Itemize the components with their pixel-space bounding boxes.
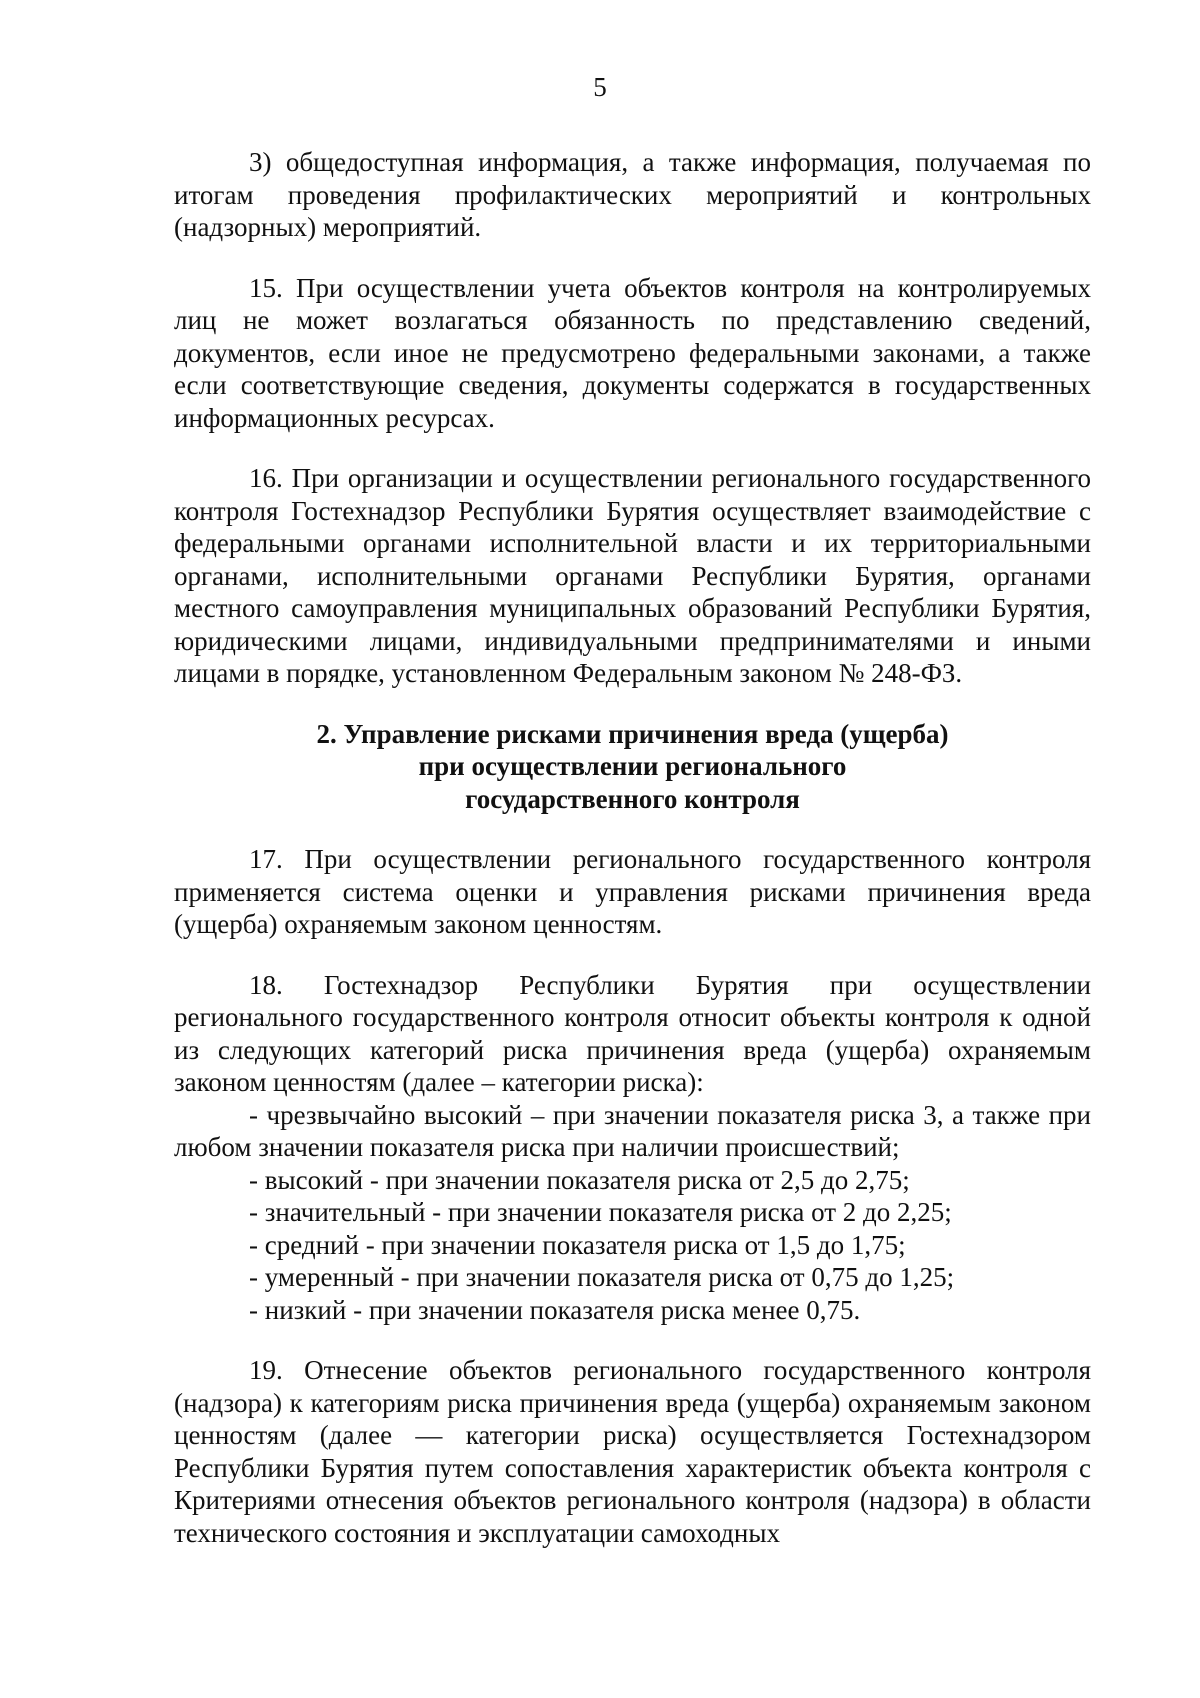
risk-item-extremely-high: - чрезвычайно высокий – при значении показателя риска 3, а также при любом значении показателя риска при наличии происшествий;	[174, 1099, 1091, 1162]
section-heading	[174, 718, 1091, 816]
document-body	[174, 146, 1091, 1549]
paragraph-15: 15. При осуществлении учета объектов контроля на контролируемых лиц не может возлагаться обязанность по представлению сведений, документов, если иное не предусмотрено федеральными законами, а также если соответствующие сведения, документы содержатся в государственных информационных ресурсах.	[174, 272, 1091, 433]
paragraph-19: 19. Отнесение объектов регионального государственного контроля (надзора) к категориям риска причинения вреда (ущерба) охраняемым законом ценностям (далее — категории риска) осуществляется Гостехнадзором Республики Бурятия путем сопоставления характеристик объекта контроля с Критериями отнесения объектов регионального контроля (надзора) в области технического состояния и эксплуатации самоходных	[174, 1355, 1091, 1548]
section-heading-line-3: государственного контроля	[465, 783, 800, 814]
paragraph-16: 16. При организации и осуществлении регионального государственного контроля Гостехнадзор Республики Бурятия осуществляет взаимодействие с федеральными органами исполнительной власти и их территориальными органами, исполнительными органами Республики Бурятия, органами местного самоуправления муниципальных образований Республики Бурятия, юридическими лицами, индивидуальными предпринимателями и иными лицами в порядке, установленном Федеральным законом № 248-ФЗ.	[174, 463, 1091, 688]
paragraph-item-3: 3) общедоступная информация, а также информация, получаемая по итогам проведения профилактических мероприятий и контрольных (надзорных) мероприятий.	[174, 147, 1091, 242]
risk-item-high: - высокий - при значении показателя риска от 2,5 до 2,75;	[249, 1164, 910, 1195]
risk-category-list	[174, 1099, 1091, 1327]
section-heading-line-2: при осуществлении регионального	[418, 751, 847, 781]
risk-item-significant: - значительный - при значении показателя риска от 2 до 2,25;	[249, 1197, 952, 1227]
risk-item-moderate: - умеренный - при значении показателя риска от 0,75 до 1,25;	[249, 1262, 955, 1292]
section-heading-line-1: 2. Управление рисками причинения вреда (ущерба)	[316, 718, 949, 749]
paragraph-18: 18. Гостехнадзор Республики Бурятия при осуществлении регионального государственного контроля относит объекты контроля к одной из следующих категорий риска причинения вреда (ущерба) охраняемым законом ценностям (далее – категории риска):	[174, 969, 1091, 1097]
risk-item-medium: - средний - при значении показателя риска от 1,5 до 1,75;	[249, 1229, 906, 1260]
page-number: 5	[593, 72, 607, 102]
paragraph-17: 17. При осуществлении регионального государственного контроля применяется система оценки и управления рисками причинения вреда (ущерба) охраняемым законом ценностям.	[174, 844, 1091, 939]
risk-item-low: - низкий - при значении показателя риска менее 0,75.	[249, 1294, 861, 1325]
